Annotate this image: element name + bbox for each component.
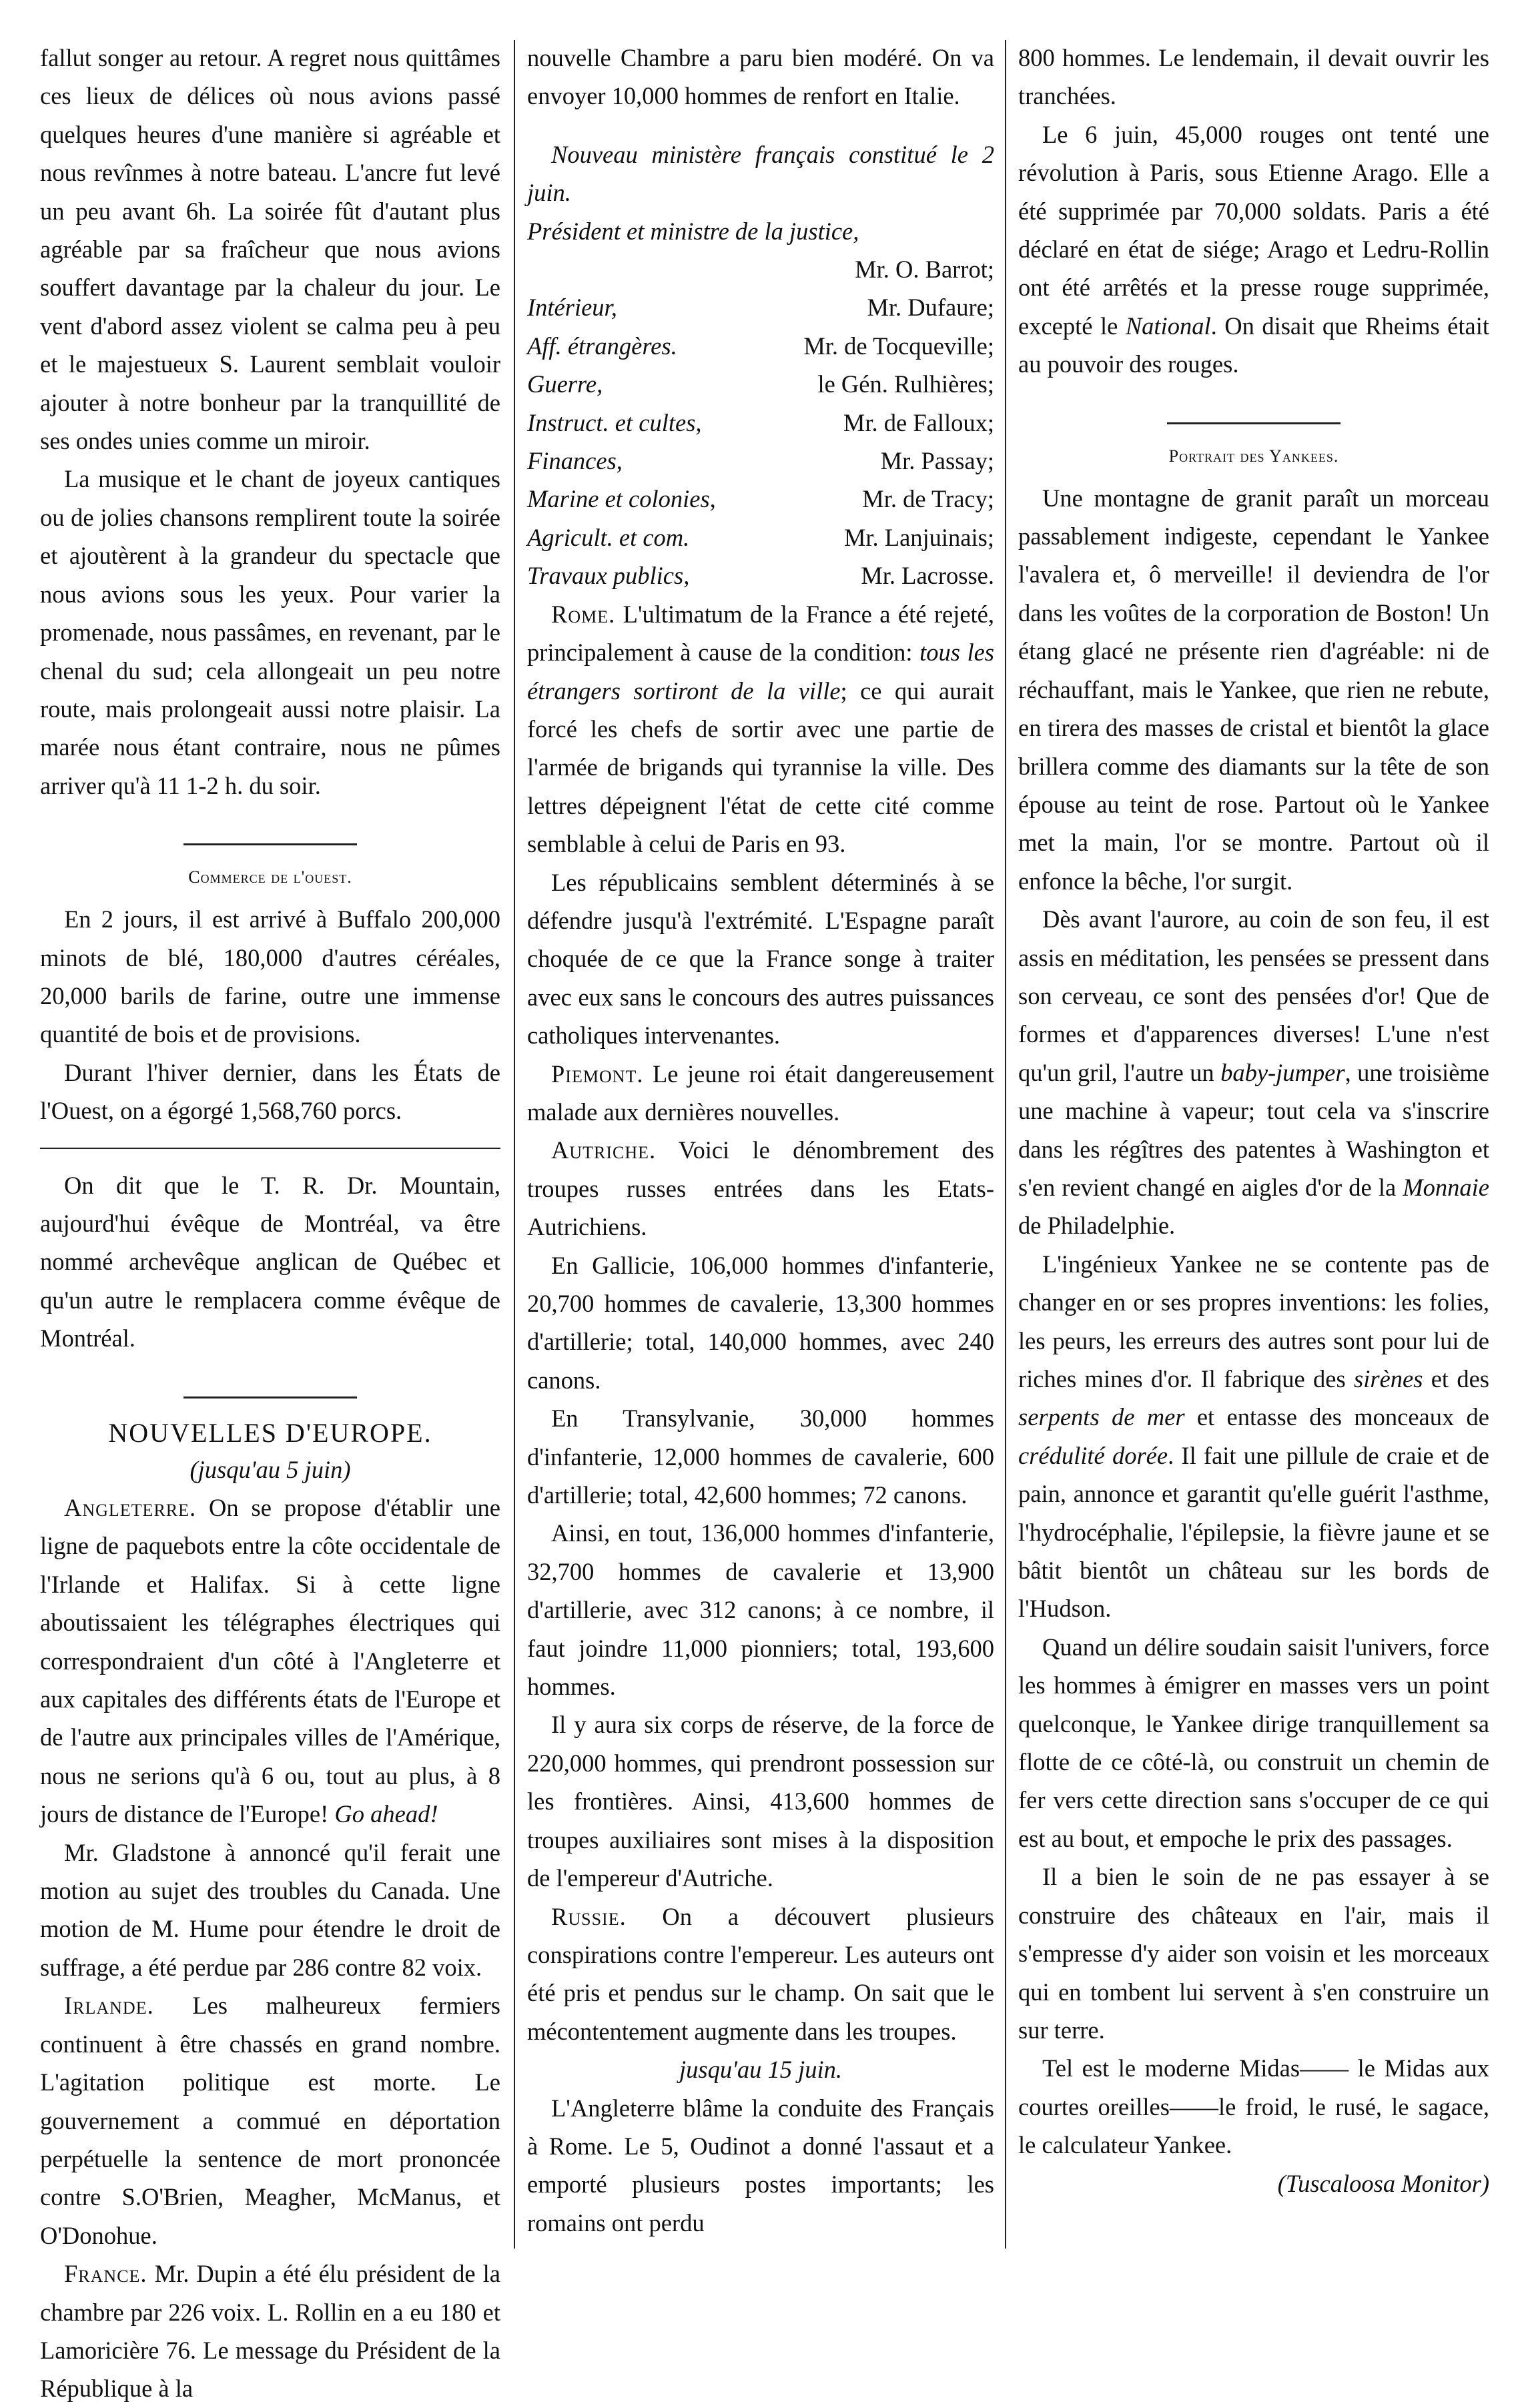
paragraph-text: de Philadelphie. bbox=[1018, 1212, 1176, 1240]
paragraph bbox=[40, 1489, 500, 1834]
country-label: France. bbox=[64, 2260, 147, 2288]
ministry-row bbox=[527, 518, 994, 556]
ministry-row bbox=[527, 212, 994, 250]
ministry-row bbox=[527, 288, 994, 326]
paragraph bbox=[1018, 115, 1489, 384]
paragraph bbox=[1018, 1245, 1489, 1628]
paragraph: L'Angleterre blâme la conduite des Français à Rome. Le 5, Oudinot a donné l'assaut et a emporté plusieurs postes importants; les romains ont perdu bbox=[527, 2094, 994, 2237]
column-rule bbox=[514, 40, 515, 2249]
ministry-row bbox=[527, 556, 994, 594]
paragraph-text: Les malheureux fermiers continuent à être chassés en grand nombre. L'agitation politique est morte. Le gouvernement a commué en déportation perpétuelle la sentence de mort prononcée contre S.O'Brien, Meagher, McManus, et O'Donohue. bbox=[40, 1992, 500, 2249]
column-3 bbox=[1018, 39, 1489, 2202]
paragraph: En Transylvanie, 30,000 hommes d'infanterie, 12,000 hommes de cavalerie, 600 d'artillerie; total, 42,600 hommes; 72 canons. bbox=[527, 1404, 994, 1509]
paragraph: En 2 jours, il est arrivé à Buffalo 200,000 minots de blé, 180,000 d'autres céréales, 20,000 barils de farine, outre une immense quantité de bois et de provisions. bbox=[40, 905, 500, 1048]
ministry-person: Mr. de Falloux; bbox=[843, 408, 994, 436]
paragraph-text: . On disait que Rheims était au pouvoir des rouges. bbox=[1018, 312, 1489, 378]
section-divider bbox=[183, 1396, 357, 1398]
paragraph: On dit que le T. R. Dr. Mountain, aujourd'hui évêque de Montréal, va être nommé archevêque anglican de Québec et qu'un autre le remplacera comme évêque de Montréal. bbox=[40, 1171, 500, 1352]
section-heading: Nouveau ministère français constitué le 2 juin. bbox=[527, 140, 994, 207]
paragraph-text: Le 6 juin, 45,000 rouges ont tenté une révolution à Paris, sous Etienne Arago. Elle a été supprimée par 70,000 soldats. Paris a été déclaré en état de siége; Arago et Ledru-Rollin ont été arrêtés et la presse rouge supprimée, excepté le bbox=[1018, 120, 1489, 340]
ministry-row bbox=[527, 327, 994, 365]
ministry-row bbox=[527, 365, 994, 403]
italic-phrase: serpents de mer bbox=[1018, 1403, 1185, 1431]
paragraph-text: Le jeune roi était dangereusement malade aux dernières nouvelles. bbox=[527, 1060, 994, 1126]
ministry-person: Mr. Lanjuinais; bbox=[843, 523, 994, 551]
ministry-role: Président et ministre de la justice, bbox=[527, 217, 859, 245]
paragraph: Tel est le moderne Midas—— le Midas aux courtes oreilles——le froid, le rusé, le sagace, le calculateur Yankee. bbox=[1018, 2054, 1489, 2159]
paragraph-text: et entasse des monceaux de bbox=[1184, 1403, 1490, 1431]
paragraph: Une montagne de granit paraît un morceau passablement indigeste, cependant le Yankee l'avalera et, ô merveille! il deviendra de l'or dans les voûtes de la corporation de Boston! Un étang glacé ne présente rien d'agréable: ni de réchauffant, mais le Yankee, que rien ne rebute, en tirera des masses de cristal et bientôt la glace brillera comme des diamants sur la tête de son épouse au teint de rose. Partout où le Yankee met la main, l'or se montre. Partout où il enfonce la bêche, l'or surgit. bbox=[1018, 484, 1489, 895]
paragraph: En Gallicie, 106,000 hommes d'infanterie, 20,700 hommes de cavalerie, 13,300 hommes d'artillerie; total, 140,000 hommes, avec 240 canons. bbox=[527, 1251, 994, 1394]
italic-phrase: sirènes bbox=[1354, 1365, 1423, 1392]
paragraph bbox=[40, 2255, 500, 2408]
paragraph-text: Dès avant l'aurore, au coin de son feu, il est assis en méditation, les pensées se pressent dans son cerveau, ce sont des pensées d'or! Que de formes et d'apparences diverses! L'une n'est qu'un gril, l'autre un bbox=[1018, 905, 1489, 1086]
paragraph-text: ; ce qui aurait forcé les chefs de sortir avec une partie de l'armée de brigands qui tyrannise la ville. Des lettres dépeignent l'état de cette cité comme semblable à celui de Paris en 93. bbox=[527, 677, 994, 858]
ministry-role: Finances, bbox=[527, 447, 623, 475]
ministry-person: Mr. Lacrosse. bbox=[861, 562, 994, 590]
ministry-role: Aff. étrangères. bbox=[527, 332, 677, 360]
paragraph-text: L'ingénieux Yankee ne se contente pas de changer en or ses propres inventions: les folies, les peurs, les erreurs des autres sont pour lui de riches mines d'or. Il fabrique des bbox=[1018, 1250, 1489, 1392]
paragraph: Les républicains semblent déterminés à se défendre jusqu'à l'extrémité. L'Espagne paraît choquée de ce que la France songe à traiter avec eux sans le concours des autres puissances catholiques intervenantes. bbox=[527, 868, 994, 1050]
ministry-person: Mr. Dufaure; bbox=[867, 294, 994, 322]
column-rule bbox=[1005, 40, 1006, 2249]
italic-phrase: tous les étrangers sortiront de la ville bbox=[527, 639, 994, 705]
paragraph bbox=[527, 1055, 994, 1132]
section-divider bbox=[1167, 422, 1341, 424]
country-label: Angleterre. bbox=[64, 1494, 197, 1521]
section-divider bbox=[183, 843, 357, 845]
paragraph bbox=[527, 1898, 994, 2051]
italic-phrase: National bbox=[1125, 312, 1211, 340]
ministry-row bbox=[527, 480, 994, 518]
source-attribution: (Tuscaloosa Monitor) bbox=[1277, 2169, 1489, 2197]
paragraph: 800 hommes. Le lendemain, il devait ouvrir les tranchées. bbox=[1018, 44, 1489, 110]
paragraph-text: Voici le dénombrement des troupes russes entrées dans les Etats-Autrichiens. bbox=[527, 1136, 994, 1241]
paragraph: Il a bien le soin de ne pas essayer à se construire des châteaux en l'air, mais il s'empresse d'y aider son voisin et les morceaux qui en tombent lui servent à s'en construire un sur terre. bbox=[1018, 1863, 1489, 2044]
ministry-role: Guerre, bbox=[527, 370, 603, 398]
ministry-person: le Gén. Rulhières; bbox=[817, 370, 994, 398]
ministry-role: Agricult. et com. bbox=[527, 523, 690, 551]
paragraph bbox=[527, 595, 994, 863]
paragraph-text: L'ultimatum de la France a été rejeté, principalement à cause de la condition: bbox=[527, 600, 994, 667]
section-subheading: jusqu'au 15 juin. bbox=[679, 2056, 843, 2084]
ministry-role: Travaux publics, bbox=[527, 562, 690, 590]
paragraph-text: et des bbox=[1423, 1365, 1490, 1392]
paragraph: Quand un délire soudain saisit l'univers, force les hommes à émigrer en masses vers un point quelconque, le Yankee dirige tranquillement sa flotte de ce côté-là, ou construit un chemin de fer vers cette direction sans s'occuper de ce qui est au bout, et empoche le prix des passages. bbox=[1018, 1633, 1489, 1852]
section-heading: Portrait des Yankees. bbox=[1168, 446, 1339, 466]
section-divider bbox=[40, 1148, 500, 1149]
section-heading: NOUVELLES D'EUROPE. bbox=[108, 1417, 432, 1448]
ministry-person: Mr. de Tracy; bbox=[862, 485, 994, 513]
ministry-row bbox=[527, 442, 994, 480]
ministry-row bbox=[527, 250, 994, 288]
paragraph bbox=[1018, 900, 1489, 1245]
italic-phrase: crédulité dorée bbox=[1018, 1441, 1168, 1469]
paragraph: fallut songer au retour. A regret nous quittâmes ces lieux de délices où nous avions passé quelques heures d'une manière si agréable et nous revînmes à notre bateau. L'ancre fut levé un peu avant 6h. La soirée fût d'autant plus agréable par sa fraîcheur que nous avions souffert davantage par la chaleur du jour. Le vent d'abord assez violent se calma peu à peu et le majestueux S. Laurent semblait vouloir ajouter à notre bonheur par la tranquillité de ses ondes unies comme un miroir. bbox=[40, 44, 500, 455]
paragraph-text: On se propose d'établir une ligne de paquebots entre la côte occidentale de l'Irlande et Halifax. Si à cette ligne aboutissaient les télégraphes électriques qui correspondraient d'un côté à l'Angleterre et aux capitales des différents états de l'Europe et de l'autre aux principales villes de l'Amérique, nous ne serions qu'à 6 ou, tout au plus, à 8 jours de distance de l'Europe! bbox=[40, 1494, 500, 1828]
paragraph bbox=[40, 1986, 500, 2255]
italic-phrase: Go ahead! bbox=[334, 1800, 438, 1828]
ministry-person: Mr. Passay; bbox=[880, 447, 994, 475]
ministry-row bbox=[527, 404, 994, 442]
paragraph: La musique et le chant de joyeux cantiques ou de jolies chansons remplirent toute la soirée et ajoutèrent à la grandeur du spectacle que nous avions sous les yeux. Pour varier la promenade, nous passâmes, en revenant, par le chenal du sud; cela allongeait un peu notre route, mais prolongeait aussi notre plaisir. La marée nous étant contraire, nous ne pûmes arriver qu'à 11 1-2 h. du soir. bbox=[40, 465, 500, 799]
paragraph: Mr. Gladstone à annoncé qu'il ferait une motion au sujet des troubles du Canada. Une motion de M. Hume pour étendre le droit de suffrage, a été perdue par 286 contre 82 voix. bbox=[40, 1838, 500, 1981]
paragraph: nouvelle Chambre a paru bien modéré. On va envoyer 10,000 hommes de renfort en Italie. bbox=[527, 44, 994, 110]
column-1 bbox=[40, 39, 500, 2408]
column-2 bbox=[527, 39, 994, 2242]
country-label: Russie. bbox=[551, 1902, 627, 1930]
section-subheading: (jusqu'au 5 juin) bbox=[189, 1455, 351, 1483]
ministry-person: Mr. de Tocqueville; bbox=[803, 332, 994, 360]
ministry-list bbox=[527, 212, 994, 595]
paragraph bbox=[527, 1131, 994, 1246]
paragraph-text: . Il fait une pillule de craie et de pain, annonce et garantit qu'elle guérit l'asthme, l'hydrocéphalie, l'épilepsie, la fièvre jaune et se bâtit bientôt un château sur les bords de l'Hudson. bbox=[1018, 1441, 1489, 1623]
country-label: Rome. bbox=[551, 600, 616, 628]
italic-phrase: Monnaie bbox=[1403, 1173, 1489, 1201]
paragraph: Ainsi, en tout, 136,000 hommes d'infanterie, 32,700 hommes de cavalerie et 13,900 d'artillerie, avec 312 canons; à ce nombre, il faut joindre 11,000 pionniers; total, 193,600 hommes. bbox=[527, 1519, 994, 1701]
country-label: Irlande. bbox=[64, 1992, 154, 2020]
ministry-role: Intérieur, bbox=[527, 294, 617, 322]
paragraph-text: On a découvert plusieurs conspirations contre l'empereur. Les auteurs ont été pris et pendus sur le champ. On sait que le mécontentement augmente dans les troupes. bbox=[527, 1902, 994, 2045]
italic-phrase: baby-jumper bbox=[1220, 1058, 1345, 1086]
country-label: Piemont. bbox=[551, 1060, 644, 1088]
section-heading: Commerce de l'ouest. bbox=[188, 867, 352, 887]
ministry-person: Mr. O. Barrot; bbox=[855, 256, 994, 284]
country-label: Autriche. bbox=[551, 1136, 657, 1164]
paragraph: Durant l'hiver dernier, dans les États de l'Ouest, on a égorgé 1,568,760 porcs. bbox=[40, 1058, 500, 1125]
ministry-role: Instruct. et cultes, bbox=[527, 408, 702, 436]
paragraph-text: Mr. Dupin a été élu président de la chambre par 226 voix. L. Rollin en a eu 180 et Lamoricière 76. Le message du Président de la République à la bbox=[40, 2260, 500, 2403]
paragraph: Il y aura six corps de réserve, de la force de 220,000 hommes, qui prendront possession sur les frontières. Ainsi, 413,600 hommes de troupes auxiliaires sont mises à la disposition de l'empereur d'Autriche. bbox=[527, 1711, 994, 1892]
ministry-role: Marine et colonies, bbox=[527, 485, 716, 513]
paragraph-text: , une troisième une machine à vapeur; tout cela va s'inscrire dans les régîtres des patentes à Washington et s'en revient changé en aigles d'or de la bbox=[1018, 1058, 1489, 1201]
